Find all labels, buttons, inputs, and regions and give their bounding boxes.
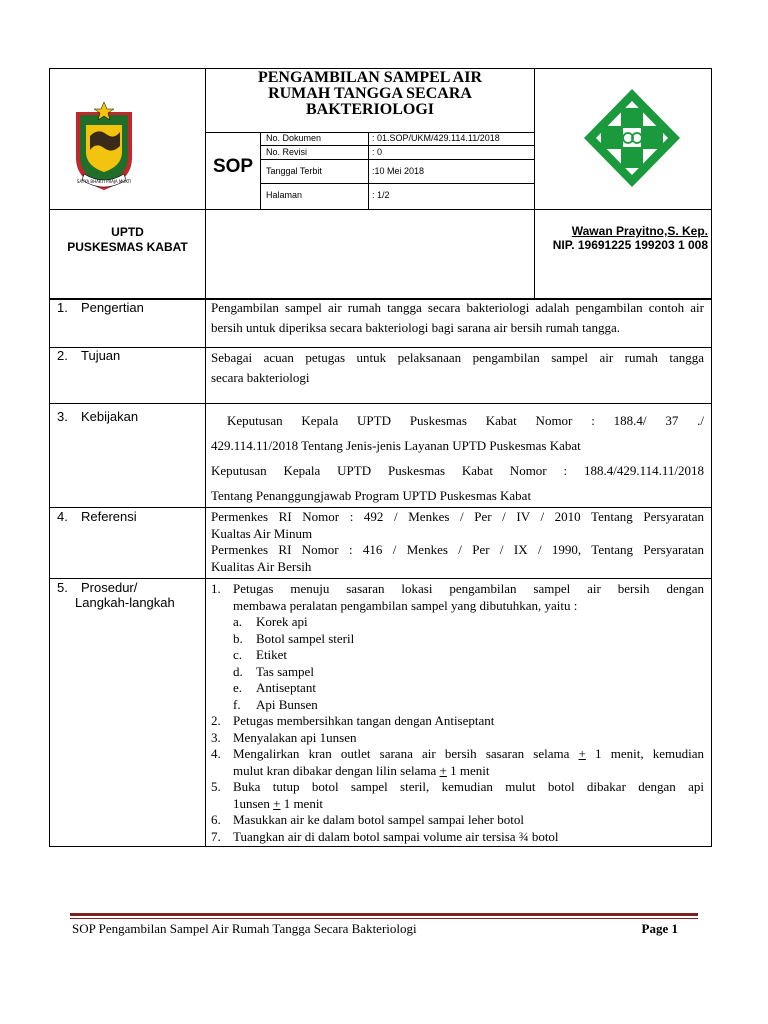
equipment-item: c. Etiket [233, 647, 288, 662]
signer-nip: NIP. 19691225 199203 1 008 [552, 238, 708, 252]
meta-value-tanggal: :10 Mei 2018 [372, 166, 425, 176]
footer-page-number: Page 1 [641, 921, 678, 936]
footer-rule-thin [70, 918, 698, 919]
procedure-step-6: 6. Masukkan air ke dalam botol sampel sampai leher botol [211, 812, 524, 827]
meta-value-dokumen: : 01.SOP/UKM/429.114.11/2018 [372, 133, 500, 143]
footer-title: SOP Pengambilan Sampel Air Rumah Tangga Secara Bakteriologi [72, 921, 417, 936]
procedure-step-4: 4. Mengalirkan kran outlet sarana air bersih sasaran selama + 1 menit, kemudian mulut kran dibakar dengan lilin selama + 1 menit [211, 746, 705, 778]
procedure-step-3: 3. Menyalakan api 1unsen [211, 729, 357, 745]
document-title [206, 70, 534, 118]
section-tujuan-text: Sebagai acuan petugas untuk pelaksanaan pengambilan sampel air rumah tangga secara bakteriologi [211, 350, 704, 385]
section-tujuan-label: 2. Tujuan [57, 348, 121, 363]
title-line-3: BAKTERIOLOGI [305, 101, 435, 118]
equipment-item: a. Korek api [233, 614, 308, 629]
footer-rule [70, 913, 698, 916]
title-line-2: RUMAH TANGGA SECARA [268, 85, 472, 102]
meta-label-revisi: No. Revisi [266, 147, 308, 157]
equipment-item: f. Api Bunsen [233, 696, 318, 712]
section-referensi-text: Permenkes RI Nomor : 492 / Menkes / Per / IV / 2010 Tentang Persyaratan Kualtas Air Minum Permenkes RI Nomor : 416 / Menkes / Per / IX / 1990, Tentang Persyaratan Kualitas Air Bersih [211, 509, 704, 574]
procedure-step-7: 7. Tuangkan air di dalam botol sampai volume air tersisa ¾ botol [211, 828, 559, 844]
org-line-1: UPTD [111, 225, 144, 239]
procedure-step-5: 5. Buka tutup botol sampel steril, kemudian mulut botol dibakar dengan api 1unsen + 1 menit [211, 779, 704, 811]
section-referensi-label: 4. Referensi [57, 509, 137, 524]
meta-value-halaman: : 1/2 [372, 190, 390, 200]
section-kebijakan-text: Keputusan Kepala UPTD Puskesmas Kabat Nomor : 188.4/ 37 ./ 429.114.11/2018 Tentang Jenis-jenis Layanan UPTD Puskesmas Kabat Keputusan Kepala UPTD Puskesmas Kabat Nomor : 188.4/429.114.11/2018 Tentang Penanggungjawab Program UPTD Puskesmas Kabat [211, 413, 704, 503]
section-prosedur-label: 5. Prosedur/ Langkah-langkah [57, 580, 175, 610]
signer-name: Wawan Prayitno,S. Kep. [571, 224, 708, 238]
procedure-step-1: 1. Petugas menuju sasaran lokasi pengambilan sampel air bersih dengan membawa peralatan pengambilan sampel yang dibutuhkan, yaitu : [211, 581, 704, 613]
equipment-item: e. Antiseptant [233, 680, 316, 695]
meta-label-dokumen: No. Dokumen [266, 133, 322, 143]
regency-crest-logo [72, 100, 136, 194]
meta-value-revisi: : 0 [372, 147, 383, 157]
title-line-1: PENGAMBILAN SAMPEL AIR [257, 69, 483, 86]
sop-label: SOP [212, 156, 254, 177]
equipment-item: d. Tas sampel [233, 663, 314, 679]
signer-block [536, 224, 708, 252]
puskesmas-logo [581, 86, 683, 190]
equipment-item: b. Botol sampel steril [233, 630, 355, 646]
section-kebijakan-label: 3. Kebijakan [57, 409, 139, 424]
meta-label-tanggal: Tanggal Terbit [266, 166, 322, 176]
section-pengertian-text: Pengambilan sampel air rumah tangga secara bakteriologi adalah pengambilan contoh air bersih untuk diperiksa secara bakteriologi bagi sarana air bersih rumah tangga. [211, 300, 704, 335]
procedure-step-2: 2. Petugas membersihkan tangan dengan Antiseptant [211, 713, 495, 728]
organization-name [50, 225, 205, 255]
section-pengertian-label: 1. Pengertian [57, 300, 144, 315]
procedure-steps [211, 581, 704, 845]
crest-ribbon-text: SATYA BHAKTI PRAJA MUKTI [76, 179, 132, 184]
meta-label-halaman: Halaman [266, 190, 303, 200]
org-line-2: PUSKESMAS KABAT [67, 240, 188, 254]
